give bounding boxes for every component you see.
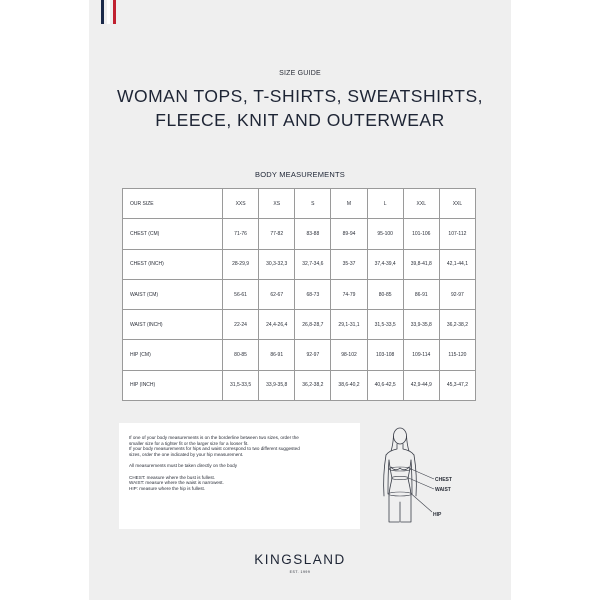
table-cell: 80-85: [367, 279, 403, 309]
table-row: [123, 279, 476, 309]
flag-stripe-white: [107, 0, 110, 24]
hip-label: HIP: [433, 512, 442, 518]
table-cell: 56-61: [223, 279, 259, 309]
size-table: [122, 188, 476, 401]
table-cell: 39,8-41,8: [403, 249, 439, 279]
table-cell: 32,7-34,6: [295, 249, 331, 279]
hip-pointer: [412, 494, 433, 512]
table-cell: 36,2-38,2: [295, 370, 331, 400]
section-title: BODY MEASUREMENTS: [255, 170, 345, 179]
note-line: If one of your body measurements is on the borderline between two sizes, order the: [129, 435, 299, 440]
table-row: [123, 370, 476, 400]
page-title-line-1: WOMAN TOPS, T-SHIRTS, SWEATSHIRTS,: [116, 86, 484, 106]
brand-established: EST. 1999: [289, 570, 311, 574]
table-cell: 33,9-35,8: [259, 370, 295, 400]
table-cell: 30,3-32,3: [259, 249, 295, 279]
table-cell: 92-97: [295, 340, 331, 370]
flag-stripe-red: [113, 0, 116, 24]
table-cell: 33,9-35,8: [403, 310, 439, 340]
size-header-row: [123, 189, 476, 219]
flag-stripe-navy: [101, 0, 104, 24]
table-cell: 95-100: [367, 219, 403, 249]
table-cell: 62-67: [259, 279, 295, 309]
size-header-cell: L: [367, 189, 403, 219]
brand-logo: KINGSLAND: [254, 552, 346, 567]
note-line: If your body measurements for hips and waist correspond to two different suggested: [129, 446, 300, 452]
row-label: CHEST (INCH): [123, 249, 223, 279]
table-cell: 36,2-38,2: [439, 310, 475, 340]
waist-label: WAIST: [435, 487, 451, 493]
size-header-cell: XXL: [403, 189, 439, 219]
row-label: HIP (CM): [123, 340, 223, 370]
table-cell: 80-85: [223, 340, 259, 370]
table-cell: 115-120: [439, 340, 475, 370]
table-cell: 92-97: [439, 279, 475, 309]
table-cell: 42,9-44,9: [403, 370, 439, 400]
table-cell: 37,4-39,4: [367, 249, 403, 279]
table-row: [123, 310, 476, 340]
table-cell: 101-106: [403, 219, 439, 249]
row-label: WAIST (INCH): [123, 310, 223, 340]
figure-legs: [389, 496, 411, 522]
note-line: HIP: measure where the hip is fullest.: [129, 485, 206, 491]
table-cell: 77-82: [259, 219, 295, 249]
figure-shoulders: [386, 444, 414, 455]
note-line: WAIST: measure where the waist is narrowest.: [129, 480, 224, 486]
table-cell: 68-73: [295, 279, 331, 309]
table-cell: 98-102: [331, 340, 367, 370]
size-header-cell: XXS: [223, 189, 259, 219]
row-label: HIP (INCH): [123, 370, 223, 400]
figure-head: [394, 428, 407, 444]
body-figure-icon: [380, 422, 460, 532]
table-cell: 109-114: [403, 340, 439, 370]
table-cell: 26,8-28,7: [295, 310, 331, 340]
table-cell: 86-91: [259, 340, 295, 370]
note-line: smaller size for a tighter fit or the larger size for a looser fit.: [129, 440, 249, 446]
table-cell: 31,5-33,5: [223, 370, 259, 400]
table-row: [123, 340, 476, 370]
table-cell: 22-24: [223, 310, 259, 340]
note-line: sizes, order the one indicated by your hip measurement.: [129, 452, 244, 458]
table-row: [123, 249, 476, 279]
row-label: WAIST (CM): [123, 279, 223, 309]
size-header-cell: XXL: [439, 189, 475, 219]
size-guide-eyebrow: SIZE GUIDE: [279, 70, 321, 77]
page-title-line-2: FLEECE, KNIT AND OUTERWEAR: [155, 110, 445, 130]
table-cell: 86-91: [403, 279, 439, 309]
brand-flag-icon: [101, 0, 121, 24]
figure-arm-right: [411, 455, 416, 496]
table-cell: 24,4-26,4: [259, 310, 295, 340]
hip-measure-line: [389, 492, 412, 496]
chest-label: CHEST: [435, 477, 452, 483]
table-cell: 83-88: [295, 219, 331, 249]
table-cell: 38,6-40,2: [331, 370, 367, 400]
chest-pointer: [411, 469, 434, 479]
figure-torso: [389, 460, 411, 496]
table-cell: 35-37: [331, 249, 367, 279]
size-header-cell: M: [331, 189, 367, 219]
size-header-cell: S: [295, 189, 331, 219]
note-line: CHEST: measure where the bust is fullest.: [129, 474, 216, 480]
row-label: CHEST (CM): [123, 219, 223, 249]
figure-hair: [391, 436, 409, 451]
waist-measure-line: [392, 476, 409, 479]
table-cell: 29,1-31,1: [331, 310, 367, 340]
table-cell: 40,6-42,5: [367, 370, 403, 400]
note-line: All measurements must be taken directly on the body: [129, 463, 238, 469]
size-header-cell: XS: [259, 189, 295, 219]
table-cell: 31,5-33,5: [367, 310, 403, 340]
table-cell: 45,3-47,2: [439, 370, 475, 400]
table-cell: 42,1-44,1: [439, 249, 475, 279]
table-cell: 74-79: [331, 279, 367, 309]
table-cell: 107-112: [439, 219, 475, 249]
table-row: [123, 219, 476, 249]
table-cell: 28-29,9: [223, 249, 259, 279]
figure-arm-left: [384, 455, 389, 496]
table-cell: 71-76: [223, 219, 259, 249]
table-cell: 89-94: [331, 219, 367, 249]
table-cell: 103-108: [367, 340, 403, 370]
header-label: OUR SIZE: [123, 189, 223, 219]
measurement-notes: [119, 423, 360, 529]
